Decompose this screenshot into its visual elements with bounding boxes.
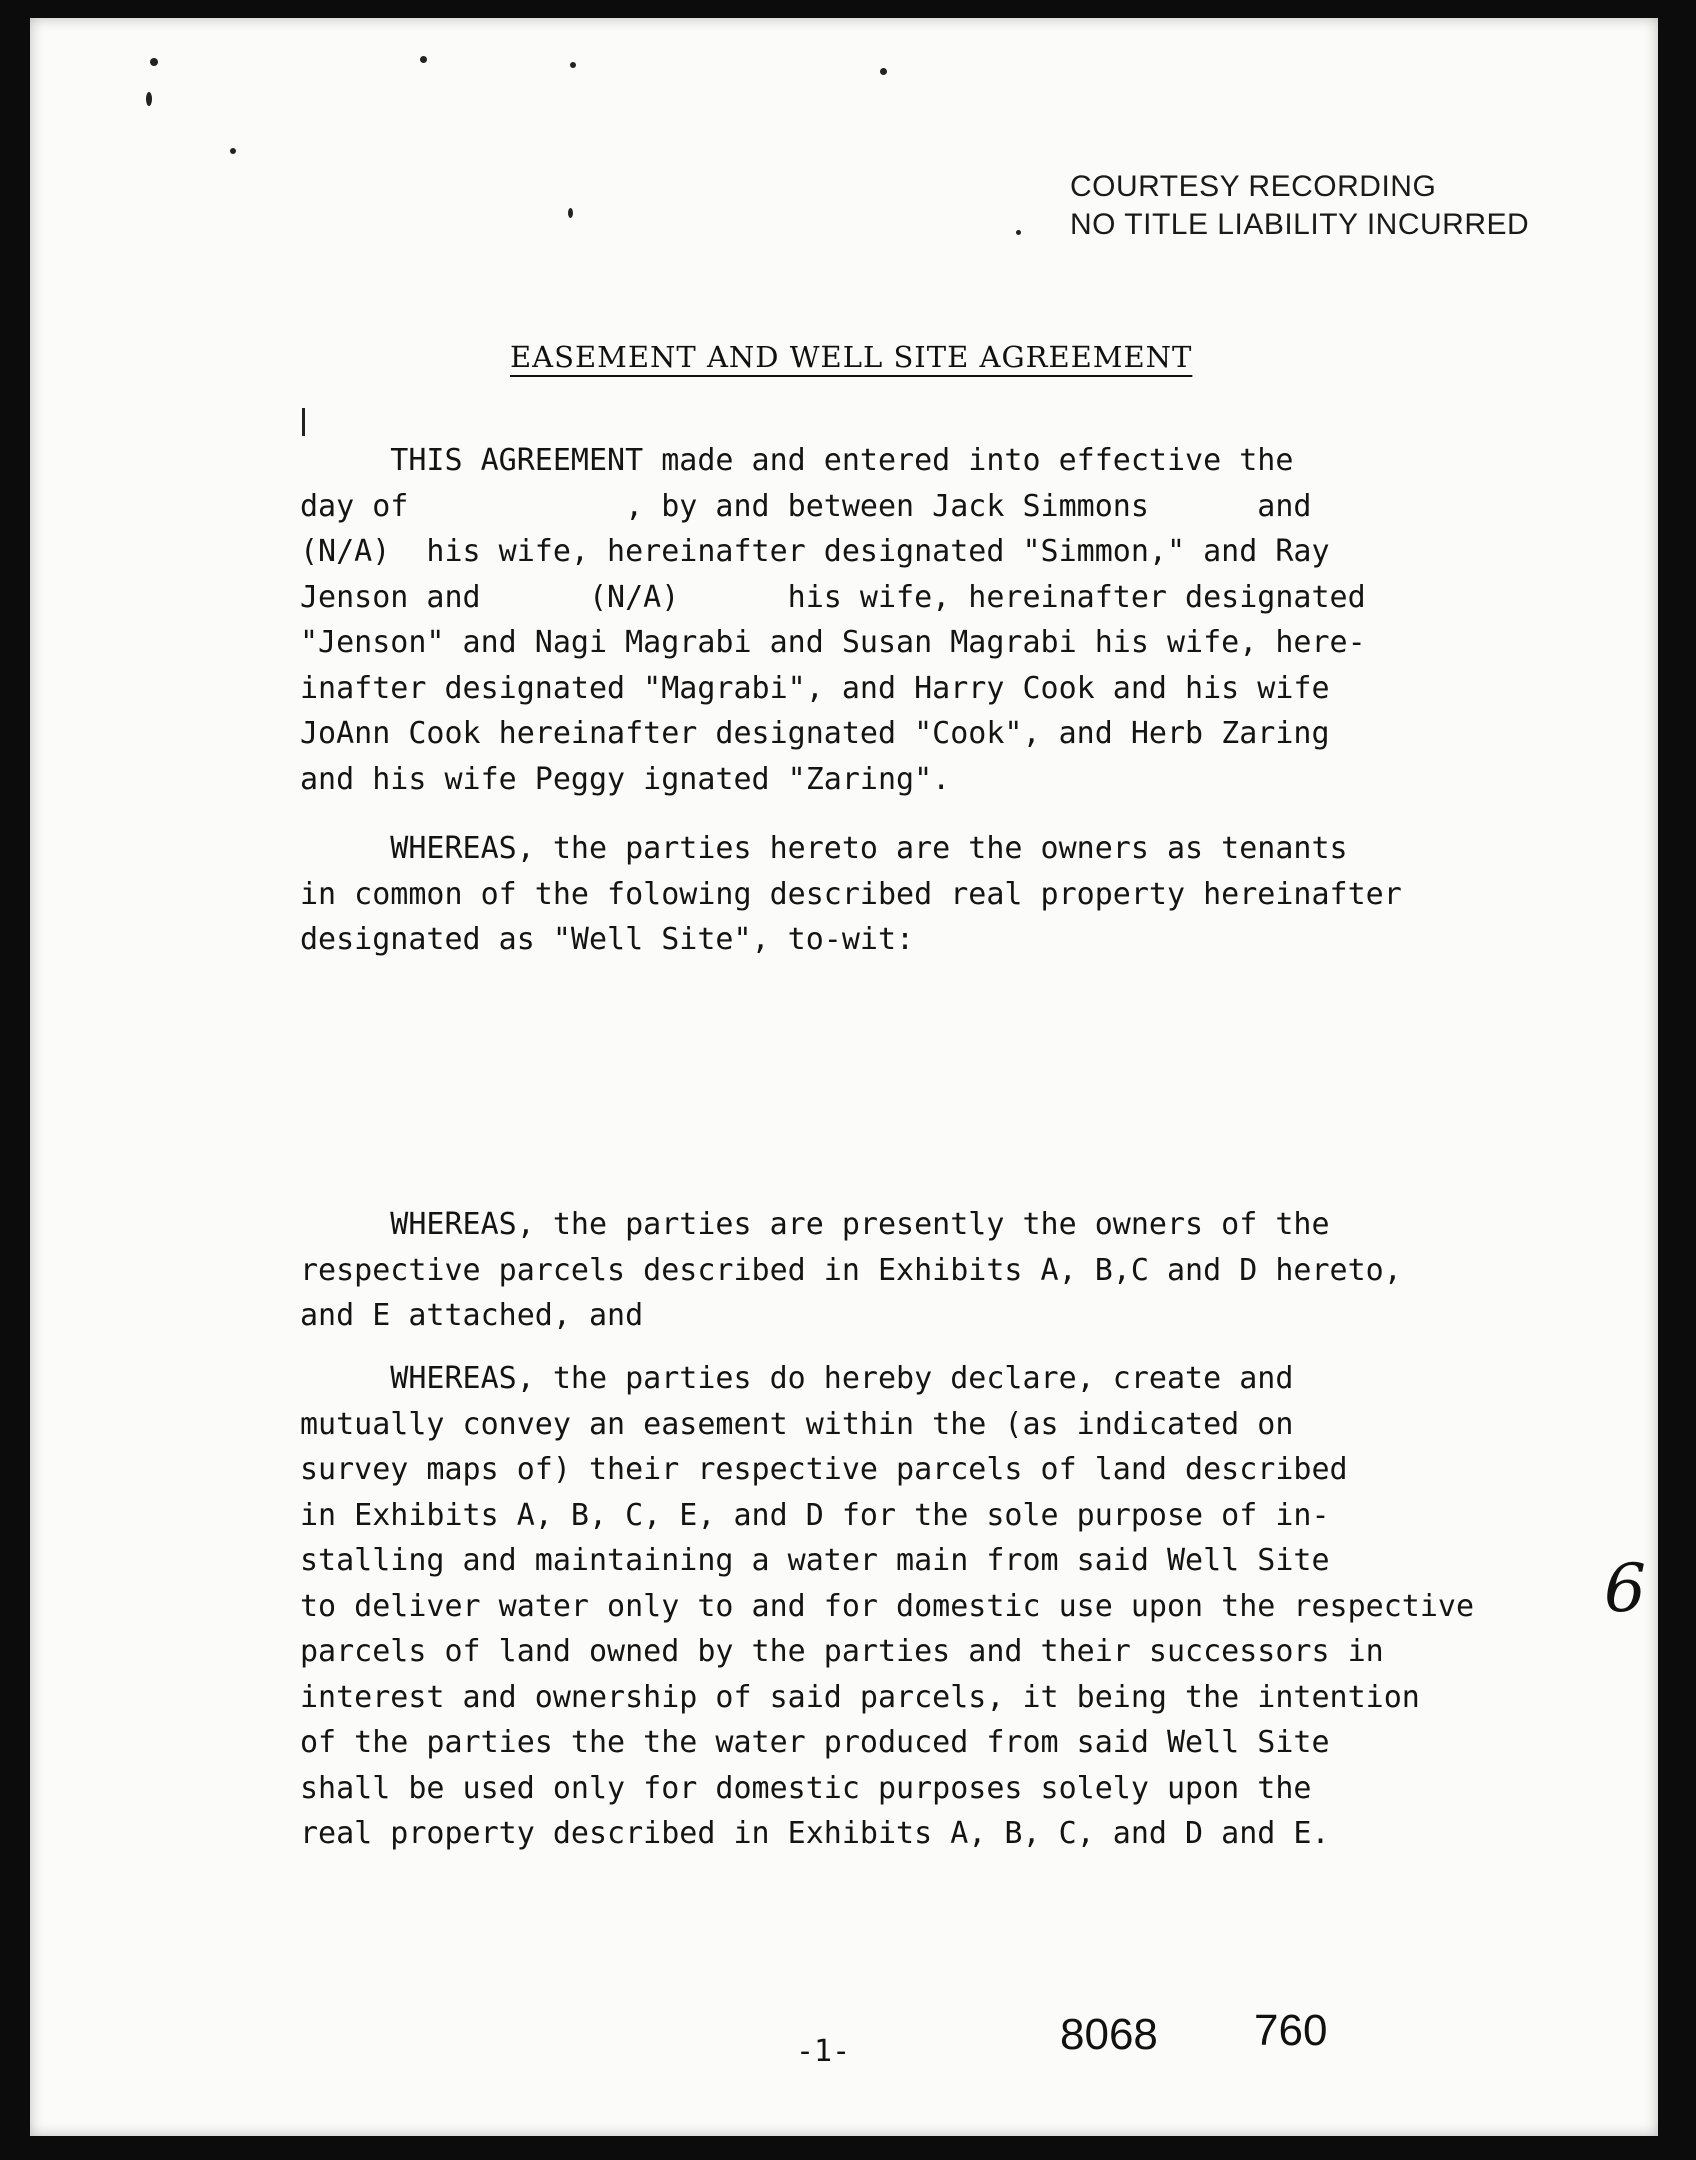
scan-speck bbox=[1016, 230, 1021, 235]
scan-speck bbox=[568, 208, 573, 218]
handwritten-mark: 6 bbox=[1604, 1550, 1646, 1627]
stamp-line-2: NO TITLE LIABILITY INCURRED bbox=[1070, 208, 1530, 241]
scan-border-right bbox=[1658, 0, 1696, 2160]
scan-speck bbox=[230, 148, 236, 154]
paragraph-whereas-well-site: WHEREAS, the parties hereto are the owners as tenants in common of the folowing described real property hereinafter designated as "Well Site", to-wit: bbox=[300, 831, 1402, 957]
scan-speck bbox=[420, 56, 427, 63]
paragraph-whereas-easement: WHEREAS, the parties do hereby declare, create and mutually convey an easement within the (as indicated on survey maps of) their respective parcels of land described in Exhibits A, B, C, E, and D for the sole purpose of in- stalling and maintaining a water main from said Well Site to deliver water only to and for domestic use upon the respective parcels of land owned by the parties and their successors in interest and ownership of said parcels, it being the intention of the parties the the water produced from said Well Site shall be used only for domestic purposes solely upon the real property described in Exhibits A, B, C, and D and E. bbox=[300, 1361, 1474, 1851]
paragraph-whereas-parcels: WHEREAS, the parties are presently the owners of the respective parcels described in Exhibits A, B,C and D hereto, and E attached, and bbox=[300, 1207, 1402, 1333]
book-number: 8068 bbox=[1060, 2010, 1158, 2059]
page-reference: 760 bbox=[1254, 2006, 1328, 2055]
paragraph-agreement: THIS AGREEMENT made and entered into effective the day of , by and between Jack Simmons and (N/A) his wife, hereinafter designated "Simmon," and Ray Jenson and (N/A) his wife, hereinafter designated "Jenson" and Nagi Magrabi and Susan Magrabi his wife, here- inafter designated "Magrabi", and Harry Cook and his wife JoAnn Cook hereinafter designated "Cook", and Herb Zaring and his wife Peggy ignated "Zaring". bbox=[300, 443, 1366, 797]
margin-mark bbox=[302, 408, 305, 436]
scan-speck bbox=[150, 58, 158, 66]
scan-speck bbox=[570, 62, 576, 68]
scan-border-bottom bbox=[0, 2136, 1696, 2160]
recording-stamp bbox=[1070, 168, 1529, 244]
scan-border-left bbox=[0, 0, 30, 2160]
scan-speck bbox=[146, 92, 152, 106]
document-title: EASEMENT AND WELL SITE AGREEMENT bbox=[510, 340, 1193, 374]
page-number: -1- bbox=[796, 2034, 851, 2069]
scan-border-top bbox=[0, 0, 1696, 18]
scan-speck bbox=[880, 68, 887, 75]
stamp-line-1: COURTESY RECORDING bbox=[1070, 170, 1437, 203]
